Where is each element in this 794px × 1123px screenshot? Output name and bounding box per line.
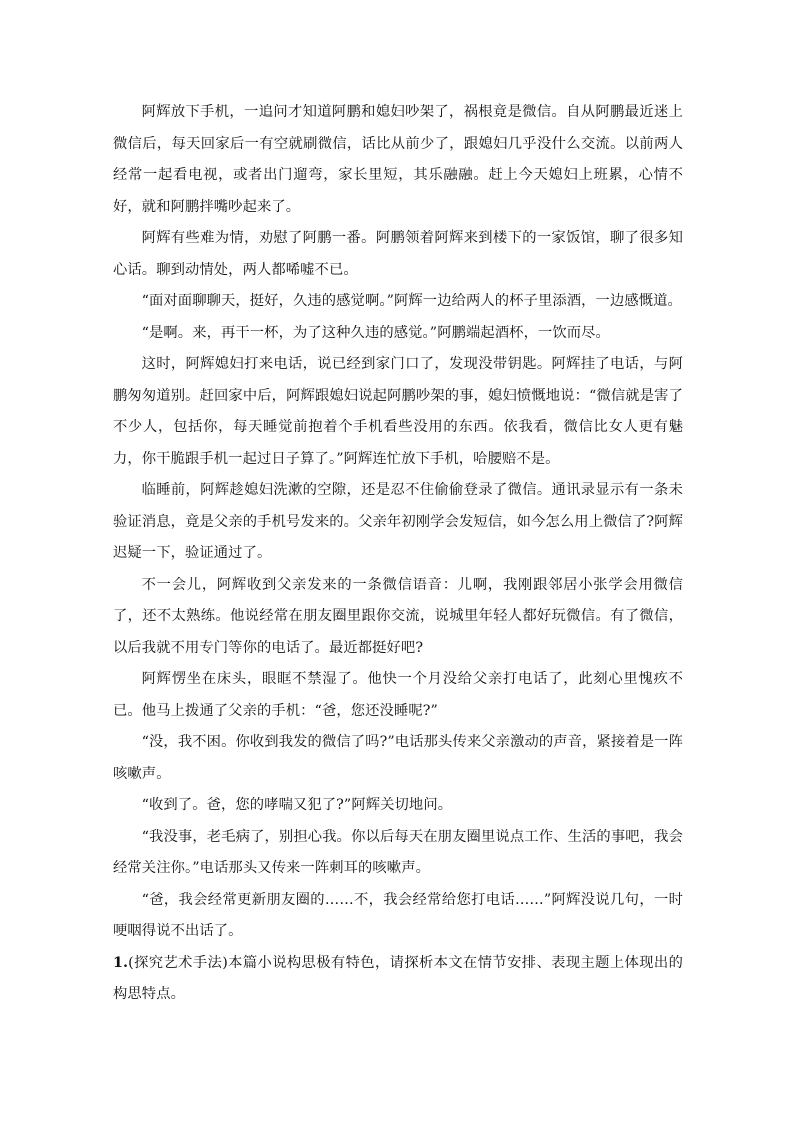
- paragraph-5: 这时，阿辉媳妇打来电话，说已经到家门口了，发现没带钥匙。阿辉挂了电话，与阿鹏匆匆道别。赶回家中后，阿辉跟媳妇说起阿鹏吵架的事，媳妇愤慨地说：“微信就是害了不少人，包括你，每天睡觉前抱着个手机看些没用的东西。依我看，微信比女人更有魅力，你干脆跟手机一起过日子算了。”阿辉连忙放下手机，哈腰赔不是。: [113, 356, 683, 467]
- paragraph-8: 阿辉愣坐在床头，眼眶不禁湿了。他快一个月没给父亲打电话了，此刻心里愧疚不已。他马上拨通了父亲的手机：“爸，您还没睡呢?”: [113, 671, 683, 719]
- paragraph-9: “没，我不困。你收到我发的微信了吗?”电话那头传来父亲激动的声音，紧接着是一阵咳嗽声。: [113, 734, 683, 782]
- paragraph-10: “收到了。爸，您的哮喘又犯了?”阿辉关切地问。: [141, 797, 453, 813]
- paragraph-6: 临睡前，阿辉趁媳妇洗漱的空隙，还是忍不住偷偷登录了微信。通讯录显示有一条未验证消息，竟是父亲的手机号发来的。父亲年初刚学会发短信，如今怎么用上微信了?阿辉迟疑一下，验证通过了。: [113, 482, 683, 561]
- paragraph-4: “是啊。来，再干一杯，为了这种久违的感觉。”阿鹏端起酒杯，一饮而尽。: [141, 324, 610, 341]
- question-text: (探究艺术手法)本篇小说构思极有特色，请探析本文在情节安排、表现主题上体现出的构思特点。: [113, 954, 683, 1002]
- paragraph-11: “我没事，老毛病了，别担心我。你以后每天在朋友圈里说点工作、生活的事吧，我会经常关注你。”电话那头又传来一阵刺耳的咳嗽声。: [113, 828, 683, 876]
- question-1: [113, 948, 683, 1011]
- paragraph-1: 阿辉放下手机，一追问才知道阿鹏和媳妇吵架了，祸根竟是微信。自从阿鹏最近迷上微信后，每天回家后一有空就刷微信，话比从前少了，跟媳妇几乎没什么交流。以前两人经常一起看电视，或者出门遛弯，家长里短，其乐融融。赶上今天媳妇上班累，心情不好，就和阿鹏拌嘴吵起来了。: [113, 104, 683, 215]
- paragraph-3: “面对面聊聊天，挺好，久违的感觉啊。”阿辉一边给两人的杯子里添酒，一边感慨道。: [141, 293, 682, 309]
- paragraph-7: 不一会儿，阿辉收到父亲发来的一条微信语音：儿啊，我刚跟邻居小张学会用微信了，还不太熟练。他说经常在朋友圈里跟你交流，说城里年轻人都好玩微信。有了微信，以后我就不用专门等你的电话了。最近都挺好吧?: [113, 576, 683, 656]
- paragraph-12: “爸，我会经常更新朋友圈的……不，我会经常给您打电话……”阿辉没说几句，一时哽咽得说不出话了。: [113, 891, 683, 939]
- paragraph-2: 阿辉有些难为情，劝慰了阿鹏一番。阿鹏领着阿辉来到楼下的一家饭馆，聊了很多知心话。聊到动情处，两人都唏嘘不已。: [113, 230, 683, 278]
- document-body: [113, 97, 683, 1011]
- question-number: 1.: [113, 954, 129, 971]
